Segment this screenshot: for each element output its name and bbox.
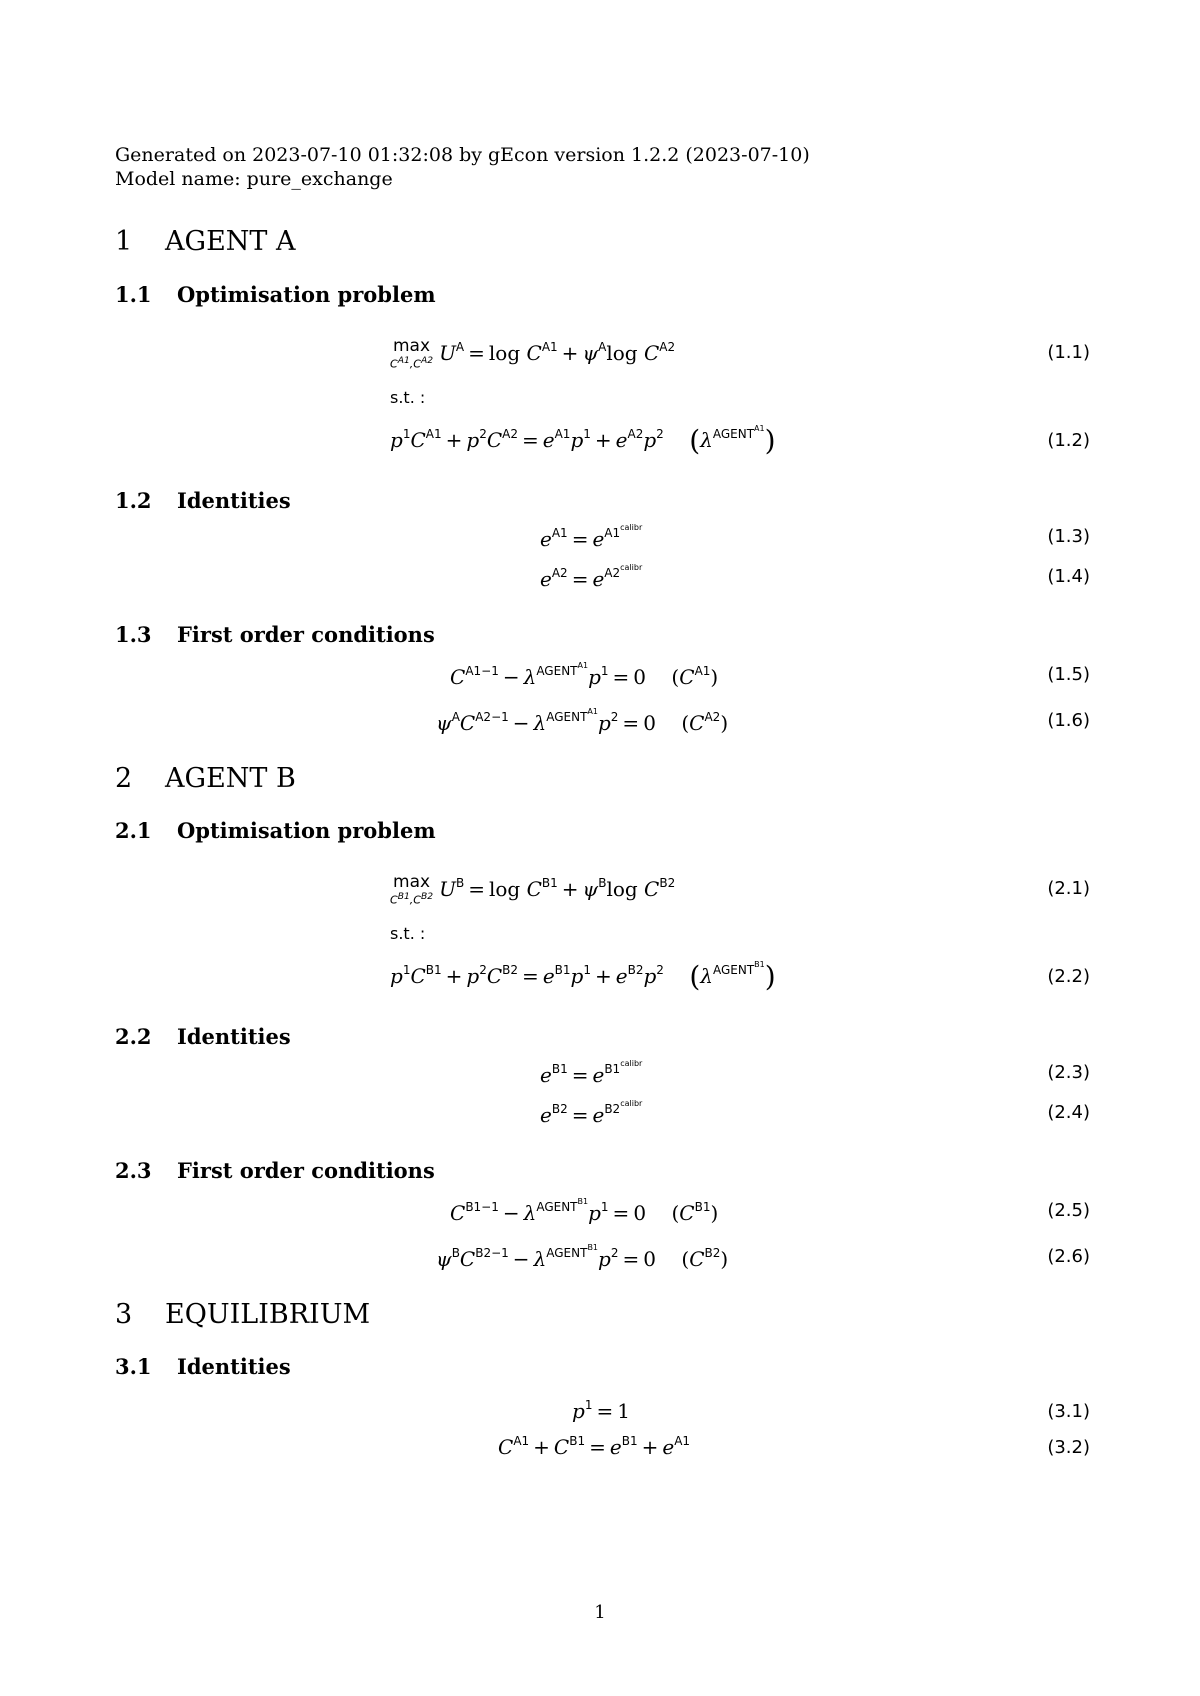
equation-1-6: $\psi^AC^{A2-1} - \lambda^{AGENT^{A1}}p^2 = 0$ $(C^{A2})$ [436,707,729,735]
equation-2-2: $p^1C^{B1} + p^2C^{B2} = e^{B1}p^1 + e^{B2}p^2$ $(\lambda^{AGENT^{B1}})$ [390,960,776,993]
equation-number: (3.1) [1047,1401,1090,1422]
generated-line: Generated on 2023-07-10 01:32:08 by gEcon version 1.2.2 (2023-07-10) [115,144,810,166]
equation-2-5: $C^{B1-1} - \lambda^{AGENT^{B1}}p^1 = 0$ $(C^{B1})$ [450,1197,719,1225]
subsection-heading: 2.1 Optimisation problem [115,818,436,843]
equation-1-3: $e^{A1} = e^{A1^{calibr}}$ [540,523,643,551]
equation-3-1: $p^1 = 1$ [572,1398,630,1423]
equation-number: (1.5) [1047,664,1090,685]
model-name-line: Model name: pure_exchange [115,168,393,190]
subsection-heading: 1.2 Identities [115,488,291,513]
equation-number: (3.2) [1047,1437,1090,1458]
equation-1-4: $e^{A2} = e^{A2^{calibr}}$ [540,563,643,591]
equation-number: (1.2) [1047,430,1090,451]
subject-to-label: s.t. : [390,924,426,943]
equation-number: (2.5) [1047,1200,1090,1221]
equation-number: (1.3) [1047,526,1090,547]
equation-2-4: $e^{B2} = e^{B2^{calibr}}$ [540,1099,643,1127]
section-heading: 2 AGENT B [115,763,296,794]
section-heading: 3 EQUILIBRIUM [115,1299,371,1330]
subsection-heading: 2.2 Identities [115,1024,291,1049]
section-heading: 1 AGENT A [115,226,296,257]
equation-1-2: $p^1C^{A1} + p^2C^{A2} = e^{A1}p^1 + e^{A2}p^2$ $(\lambda^{AGENT^{A1}})$ [390,424,776,457]
page-number: 1 [594,1602,606,1623]
subsection-heading: 2.3 First order conditions [115,1158,435,1183]
equation-3-2: $C^{A1} + C^{B1} = e^{B1} + e^{A1}$ [498,1434,691,1459]
equation-1-1: max $C^{A1},C^{A2}$ $U^A = \log C^{A1} + \psi^A\log$ $C^{A2}$ [390,336,676,371]
equation-number: (1.4) [1047,566,1090,587]
subject-to-label: s.t. : [390,388,426,407]
equation-2-6: $\psi^BC^{B2-1} - \lambda^{AGENT^{B1}}p^2 = 0$ $(C^{B2})$ [436,1243,729,1271]
equation-number: (1.6) [1047,710,1090,731]
equation-number: (2.2) [1047,966,1090,987]
equation-1-5: $C^{A1-1} - \lambda^{AGENT^{A1}}p^1 = 0$ $(C^{A1})$ [450,661,719,689]
subsection-heading: 1.3 First order conditions [115,622,435,647]
subsection-heading: 1.1 Optimisation problem [115,282,436,307]
equation-number: (2.4) [1047,1102,1090,1123]
equation-number: (2.3) [1047,1062,1090,1083]
equation-2-3: $e^{B1} = e^{B1^{calibr}}$ [540,1059,643,1087]
equation-number: (2.6) [1047,1246,1090,1267]
equation-2-1: max $C^{B1},C^{B2}$ $U^B = \log C^{B1} + \psi^B\log$ $C^{B2}$ [390,872,676,907]
equation-number: (2.1) [1047,878,1090,899]
subsection-heading: 3.1 Identities [115,1354,291,1379]
equation-number: (1.1) [1047,342,1090,363]
